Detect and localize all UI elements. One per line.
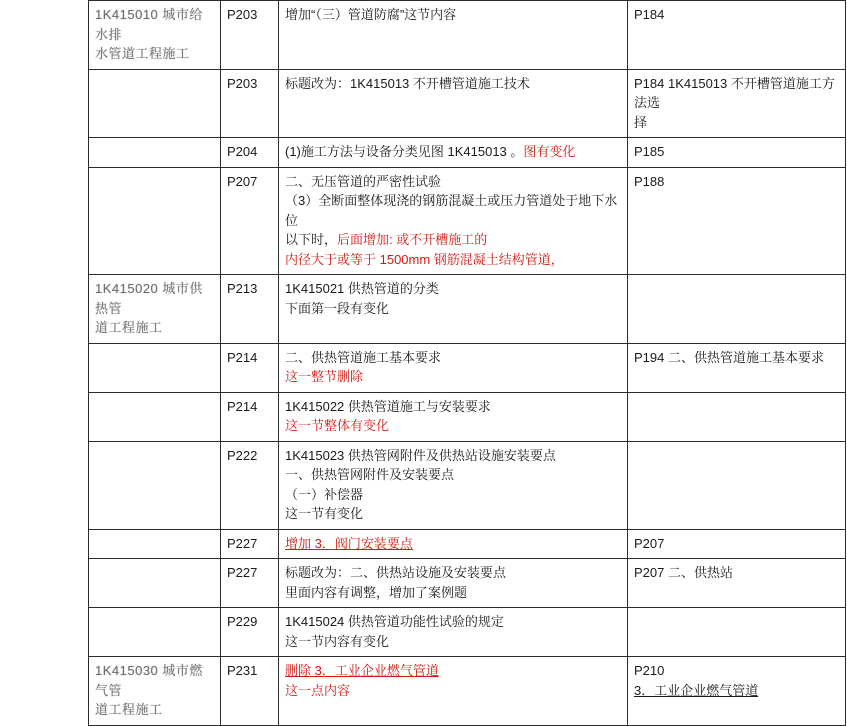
cell-line [634,113,839,133]
cell-text: P194 二、供热管道施工基本要求 [634,349,824,365]
cell-text: P207 二、供热站 [634,565,733,580]
cell-text: P207 [634,535,665,551]
new-page-cell [221,167,279,275]
section-cell [89,392,221,441]
old-page-cell [628,167,846,275]
cell-text: 下面第一段有变化 [285,300,390,316]
change-content-cell [279,167,628,275]
table-row [89,657,846,726]
old-page-cell [628,657,846,726]
new-page-number: P213 [227,281,258,296]
cell-text: 标题改为：1K415013 不开槽管道施工技术 [285,75,530,91]
cell-line [285,485,621,505]
new-page-cell [221,529,279,559]
new-page-cell [221,392,279,441]
new-page-number: P204 [227,144,258,159]
table-row [89,441,846,529]
cell-text: 增加 3．阀门安装要点 [285,535,413,551]
cell-text: P185 [634,144,665,159]
new-page-cell [221,1,279,70]
cell-line [634,172,839,192]
cell-line [634,681,839,701]
cell-text: 标题改为：二、供热站设施及安装要点 [285,565,507,580]
cell-line [634,142,839,162]
section-cell [89,559,221,608]
change-content-cell [279,441,628,529]
old-page-cell [628,138,846,168]
old-page-cell [628,392,846,441]
change-content-cell [279,69,628,138]
cell-text: 这一节内容有变化 [285,633,390,649]
section-cell [89,529,221,559]
section-cell [89,167,221,275]
cell-line [285,612,621,632]
section-cell [89,69,221,138]
cell-line [285,172,621,192]
cell-line [634,348,839,368]
table-row [89,608,846,657]
change-content-cell [279,657,628,726]
cell-text: P188 [634,173,665,189]
section-label: 道工程施工 [95,702,163,717]
new-page-number: P203 [227,7,258,22]
new-page-cell [221,559,279,608]
old-page-cell [628,559,846,608]
cell-text: 一、供热管网附件及安装要点 [285,467,455,482]
cell-line [285,416,621,436]
cell-text: 以下时， [285,232,338,247]
old-page-cell [628,69,846,138]
cell-text: 这一整节删除 [285,369,364,384]
new-page-cell [221,69,279,138]
cell-line [285,534,621,554]
section-cell [89,608,221,657]
table-row [89,1,846,70]
cell-line [634,661,839,681]
change-content-cell [279,392,628,441]
cell-line [285,142,621,162]
section-label: 水管道工程施工 [95,46,190,61]
new-page-number: P214 [227,398,258,414]
cell-line [285,661,621,681]
cell-line [634,74,839,113]
cell-text: (1)施工方法与设备分类见图 1K415013 。 [285,144,524,159]
table-row [89,167,846,275]
section-cell [89,441,221,529]
old-page-cell [628,1,846,70]
cell-text: 删除 3．工业企业燃气管道 [285,663,439,678]
cell-text-emphasis: 后面增加: 或不开槽施工的 [337,232,488,247]
cell-line [285,299,621,319]
cell-line [634,5,839,25]
cell-text: 择 [634,114,648,130]
cell-text: 1K415023 供热管网附件及供热站设施安装要点 [285,447,556,463]
change-content-cell [279,1,628,70]
section-cell [89,138,221,168]
cell-line [285,632,621,652]
cell-line [285,397,621,417]
new-page-number: P214 [227,349,258,365]
section-cell [89,657,221,726]
table-body [89,1,846,726]
cell-line [285,348,621,368]
cell-line [285,367,621,387]
new-page-number: P222 [227,447,258,463]
cell-text: 里面内容有调整，增加了案例题 [285,584,468,600]
cell-line [285,5,621,25]
new-page-cell [221,657,279,726]
section-cell [89,343,221,392]
cell-line [285,504,621,524]
cell-line [634,563,839,583]
cell-line [285,563,621,583]
cell-line [285,74,621,94]
new-page-number: P229 [227,614,258,629]
cell-text: 二、无压管道的严密性试验 [285,173,442,189]
new-page-cell [221,138,279,168]
new-page-cell [221,441,279,529]
new-page-cell [221,275,279,344]
section-cell [89,1,221,70]
cell-line [285,250,621,270]
change-content-cell [279,138,628,168]
section-label: 1K415030 城市燃气管 [95,663,203,698]
new-page-cell [221,343,279,392]
table-row [89,275,846,344]
table-row [89,343,846,392]
cell-text: 内径大于或等于 1500mm 钢筋混凝土结构管道， [285,251,564,267]
cell-text: （3）全断面整体现浇的钢筋混凝土或压力管道处于地下水位 [285,193,618,228]
table-row [89,69,846,138]
change-content-cell [279,529,628,559]
cell-text: 这一节整体有变化 [285,418,390,433]
section-cell [89,275,221,344]
cell-text: 1K415021 供热管道的分类 [285,281,439,296]
section-label: 1K415020 城市供热管 [95,281,203,316]
cell-text: 这一点内容 [285,682,351,698]
new-page-number: P207 [227,173,258,189]
old-page-cell [628,441,846,529]
new-page-number: P227 [227,535,258,551]
cell-line [285,446,621,466]
cell-text: 这一节有变化 [285,506,364,521]
section-label: 1K415010 城市给水排 [95,7,203,42]
new-page-number: P231 [227,663,258,678]
old-page-cell [628,343,846,392]
cell-line [285,230,621,250]
cell-line [285,465,621,485]
table-row [89,392,846,441]
cell-text: （一）补偿器 [285,486,364,502]
change-content-cell [279,559,628,608]
cell-text: 3．工业企业燃气管道 [634,682,759,698]
change-content-cell [279,608,628,657]
new-page-number: P227 [227,565,258,580]
table-row [89,138,846,168]
cell-line [285,681,621,701]
cell-text: 二、供热管道施工基本要求 [285,349,442,365]
change-content-cell [279,343,628,392]
section-label: 道工程施工 [95,320,163,335]
cell-line [285,191,621,230]
cell-text: P184 [634,7,665,22]
cell-text: 1K415022 供热管道施工与安装要求 [285,398,491,414]
cell-text: P184 1K415013 不开槽管道施工方法选 [634,75,835,110]
cell-line [285,583,621,603]
cell-line [634,534,839,554]
changes-table [88,0,846,726]
old-page-cell [628,529,846,559]
old-page-cell [628,275,846,344]
table-row [89,559,846,608]
cell-line [285,279,621,299]
cell-text: 1K415024 供热管道功能性试验的规定 [285,614,504,629]
change-content-cell [279,275,628,344]
old-page-cell [628,608,846,657]
cell-text-emphasis: 图有变化 [523,144,576,159]
new-page-cell [221,608,279,657]
cell-text: P210 [634,663,665,678]
table-row [89,529,846,559]
cell-text: 增加“（三）管道防腐”这节内容 [285,7,457,22]
new-page-number: P203 [227,75,258,91]
